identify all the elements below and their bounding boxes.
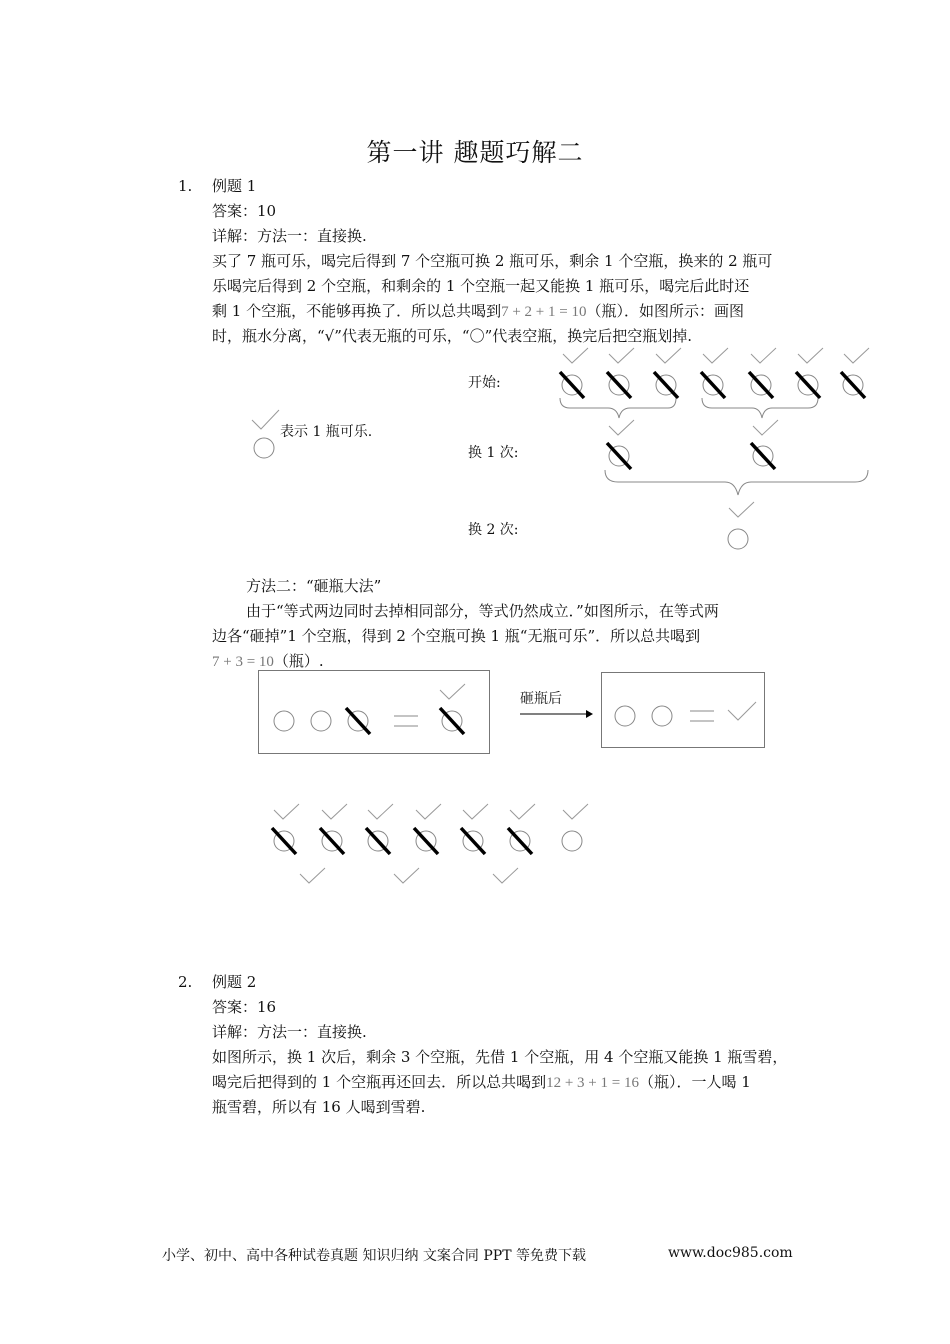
q2-line2 bbox=[212, 1070, 751, 1096]
q1-method2: 方法二：“砸瓶大法” bbox=[246, 577, 382, 595]
q1-number: 1. bbox=[178, 177, 193, 195]
q1-method1: 详解：方法一：直接换. bbox=[212, 227, 367, 245]
q1-label: 例题 1 bbox=[212, 177, 257, 195]
q2-equation: 12 + 3 + 1 = 16 bbox=[546, 1075, 639, 1091]
footer-link[interactable]: www.doc985.com bbox=[668, 1245, 793, 1261]
q1-method2-line1: 由于“等式两边同时去掉相同部分，等式仍然成立．”如图所示，在等式两 bbox=[246, 602, 719, 620]
q2-line2-tail: （瓶）．一人喝 1 bbox=[638, 1073, 751, 1091]
q1-method2-equation: 7 + 3 = 10 bbox=[212, 654, 274, 670]
q1-method2-line2: 边各“砸掉”1 个空瓶，得到 2 个空瓶可换 1 瓶“无瓶可乐”．所以总共喝到 bbox=[212, 627, 701, 645]
q1-method2-unit: （瓶）. bbox=[273, 652, 324, 670]
q1-para-line3-tail: （瓶）．如图所示：画图 bbox=[586, 302, 744, 320]
legend-text: 表示 1 瓶可乐. bbox=[280, 424, 373, 440]
q1-para-line3-text: 剩 1 个空瓶，不能够再换了．所以总共喝到 bbox=[212, 302, 502, 320]
q1-para-line2: 乐喝完后得到 2 个空瓶，和剩余的 1 个空瓶一起又能换 1 瓶可乐，喝完后此时还 bbox=[212, 277, 750, 295]
fig1-swap2-label: 换 2 次: bbox=[468, 522, 519, 538]
q2-number: 2. bbox=[178, 973, 193, 991]
fig1-swap1-label: 换 1 次: bbox=[468, 445, 519, 461]
q2-answer: 答案：16 bbox=[212, 998, 277, 1016]
q2-line2-text: 喝完后把得到的 1 个空瓶再还回去．所以总共喝到 bbox=[212, 1073, 547, 1091]
q2-line3: 瓶雪碧，所以有 16 人喝到雪碧. bbox=[212, 1098, 426, 1116]
q1-answer: 答案：10 bbox=[212, 202, 277, 220]
fig1-start-label: 开始: bbox=[468, 375, 501, 391]
q1-equation: 7 + 2 + 1 = 10 bbox=[501, 304, 587, 320]
q2-method1: 详解：方法一：直接换. bbox=[212, 1023, 367, 1041]
page-title: 第一讲 趣题巧解二 bbox=[366, 138, 584, 167]
q1-para-line4: 时，瓶水分离，“√”代表无瓶的可乐，“〇”代表空瓶，换完后把空瓶划掉. bbox=[212, 327, 693, 345]
q2-label: 例题 2 bbox=[212, 973, 257, 991]
q1-para-line1: 买了 7 瓶可乐，喝完后得到 7 个空瓶可换 2 瓶可乐，剩余 1 个空瓶，换来的 2 瓶可 bbox=[212, 252, 773, 270]
q2-line1: 如图所示，换 1 次后，剩余 3 个空瓶，先借 1 个空瓶，用 4 个空瓶又能换 1 瓶雪碧， bbox=[212, 1048, 788, 1066]
footer-text: 小学、初中、高中各种试卷真题 知识归纳 文案合同 PPT 等免费下载 bbox=[162, 1248, 586, 1264]
smash-after-label: 砸瓶后 bbox=[520, 691, 562, 707]
